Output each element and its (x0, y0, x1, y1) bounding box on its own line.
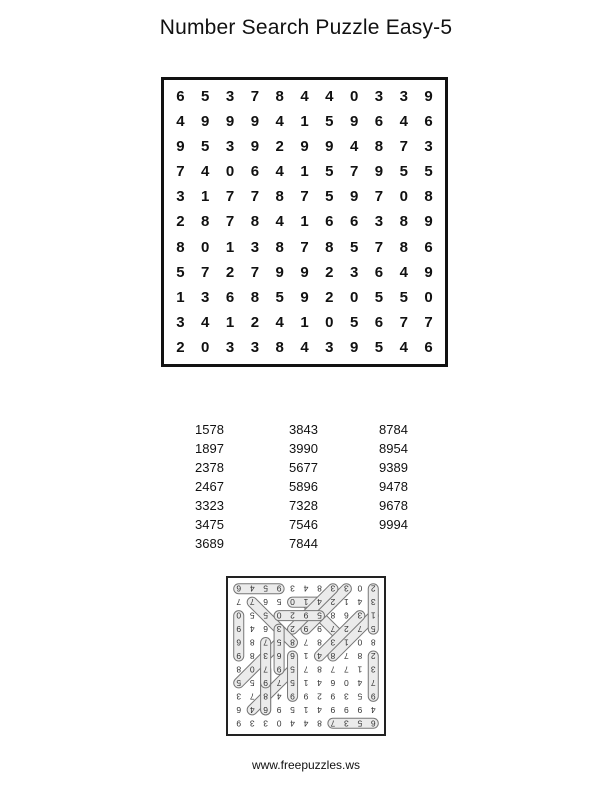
grid-cell: 6 (225, 288, 235, 306)
solution-cell: 3 (370, 664, 376, 675)
solution-cell: 0 (236, 610, 242, 621)
solution-cell: 0 (357, 583, 363, 594)
grid-cell: 6 (424, 238, 433, 256)
solution-cell: 8 (317, 637, 322, 648)
solution-cell: 0 (343, 677, 349, 688)
grid-cell: 4 (300, 338, 309, 356)
solution-cell: 9 (263, 677, 269, 688)
solution-cell: 2 (290, 610, 295, 621)
grid-cell: 0 (399, 188, 408, 206)
solution-cell: 3 (370, 597, 376, 608)
solution-cell: 7 (330, 624, 336, 635)
grid-cell: 4 (176, 113, 185, 131)
grid-cell: 3 (325, 338, 334, 356)
solution-svg (228, 578, 384, 734)
word-item: 9389 (379, 460, 408, 475)
grid-cell: 3 (225, 138, 235, 156)
grid-cell: 4 (275, 163, 284, 181)
puzzle-grid (161, 77, 448, 367)
grid-cell: 3 (225, 338, 235, 356)
grid-cell: 1 (176, 288, 185, 306)
solution-cell: 1 (303, 597, 309, 608)
solution-cell: 9 (343, 704, 349, 715)
solution-cell: 7 (263, 664, 269, 675)
grid-cell: 0 (225, 163, 235, 181)
grid-cell: 7 (300, 188, 309, 206)
grid-cell: 3 (250, 238, 260, 256)
grid-cell: 5 (424, 163, 433, 181)
solution-cell: 3 (330, 583, 336, 594)
grid-cell: 5 (325, 163, 334, 181)
solution-cell: 4 (249, 704, 255, 715)
grid-cell: 8 (275, 238, 284, 256)
grid-cell: 5 (275, 288, 284, 306)
grid-cell: 5 (201, 138, 210, 156)
word-item: 8954 (379, 441, 408, 456)
grid-cell: 7 (374, 238, 384, 256)
grid-cell: 8 (275, 88, 284, 106)
grid-cell: 1 (225, 238, 235, 256)
grid-cell: 9 (300, 263, 309, 281)
grid-cell: 9 (424, 213, 433, 231)
grid-cell: 4 (325, 88, 334, 106)
solution-cell: 0 (290, 597, 295, 608)
solution-cell: 7 (357, 624, 363, 635)
solution-cell: 8 (357, 651, 363, 661)
solution-capsule-fill (239, 643, 282, 683)
solution-cell: 4 (290, 718, 295, 729)
solution-cell: 8 (330, 610, 336, 621)
grid-cell: 8 (399, 238, 408, 256)
grid-cell: 8 (250, 213, 260, 231)
solution-cell: 2 (330, 597, 336, 608)
grid-cell: 7 (201, 263, 210, 281)
grid-cell: 5 (399, 163, 408, 181)
solution-cell: 7 (330, 718, 336, 729)
grid-cell: 8 (275, 188, 284, 206)
grid-cell: 2 (275, 138, 284, 156)
grid-cell: 9 (300, 288, 309, 306)
grid-cell: 9 (325, 138, 334, 156)
grid-cell: 7 (349, 163, 359, 181)
solution-cell: 4 (370, 704, 376, 715)
grid-cell: 0 (424, 288, 433, 306)
grid-cell: 2 (225, 263, 235, 281)
grid-cell: 4 (201, 313, 210, 331)
solution-cell: 5 (317, 610, 322, 621)
grid-cell: 6 (374, 113, 384, 131)
solution-cell: 3 (343, 691, 349, 702)
grid-cell: 3 (399, 88, 408, 106)
solution-cell: 4 (276, 691, 282, 702)
grid-cell: 2 (176, 213, 185, 231)
solution-cell: 6 (343, 610, 349, 621)
solution-cell: 7 (249, 597, 255, 608)
solution-cell: 6 (263, 704, 269, 715)
word-item: 5896 (289, 479, 318, 494)
grid-cell: 3 (374, 88, 384, 106)
grid-cell: 4 (399, 113, 408, 131)
grid-cell: 3 (201, 288, 210, 306)
grid-cell: 4 (275, 113, 284, 131)
grid-cell: 8 (176, 238, 185, 256)
solution-cell: 3 (236, 691, 242, 702)
grid-cell: 7 (399, 313, 408, 331)
grid-cell: 8 (201, 213, 210, 231)
grid-cell: 7 (250, 88, 260, 106)
word-column (379, 420, 439, 534)
grid-cell: 4 (399, 263, 408, 281)
solution-cell: 6 (236, 637, 242, 648)
solution-cell: 3 (276, 624, 282, 635)
word-item: 2467 (195, 479, 224, 494)
word-item: 7844 (289, 536, 318, 551)
solution-cell: 5 (370, 624, 376, 635)
grid-cell: 6 (374, 263, 384, 281)
grid-cell: 9 (300, 138, 309, 156)
solution-cell: 9 (276, 704, 282, 715)
solution-cell: 6 (263, 624, 269, 635)
grid-cell: 6 (325, 213, 334, 231)
solution-cell: 3 (290, 583, 295, 594)
solution-cell: 3 (343, 718, 349, 729)
solution-cell: 1 (370, 610, 376, 621)
grid-cell: 7 (424, 313, 433, 331)
solution-cell: 9 (370, 691, 376, 702)
grid-cell: 6 (176, 88, 185, 106)
solution-cell: 2 (343, 624, 349, 635)
grid-cell: 8 (399, 213, 408, 231)
grid-cell: 6 (250, 163, 260, 181)
solution-cell: 6 (236, 704, 242, 715)
grid-cell: 9 (349, 188, 359, 206)
grid-cell: 8 (250, 288, 260, 306)
solution-cell: 5 (276, 597, 282, 608)
solution-cell: 9 (236, 624, 242, 635)
solution-cell: 5 (357, 718, 363, 729)
solution-cell: 5 (290, 704, 295, 715)
solution-cell: 5 (290, 664, 295, 675)
grid-cell: 4 (300, 88, 309, 106)
solution-cell: 0 (276, 610, 282, 621)
solution-cell: 7 (236, 597, 242, 608)
solution-cell: 8 (317, 583, 322, 594)
grid-cell: 1 (300, 163, 309, 181)
solution-cell: 7 (343, 651, 349, 661)
solution-cell: 2 (370, 583, 376, 594)
solution-cell: 3 (343, 583, 349, 594)
solution-cell: 7 (276, 677, 282, 688)
solution-cell: 1 (357, 664, 363, 675)
solution-cell: 4 (317, 597, 322, 608)
solution-cell: 6 (330, 677, 336, 688)
solution-cell: 8 (317, 718, 322, 729)
solution-cell: 1 (303, 677, 309, 688)
word-item: 3990 (289, 441, 318, 456)
solution-cell: 9 (236, 718, 242, 729)
grid-cell: 9 (176, 138, 185, 156)
solution-cell: 4 (317, 651, 322, 661)
solution-cell: 8 (370, 637, 376, 648)
solution-cell: 2 (317, 691, 322, 702)
grid-cell: 9 (250, 138, 260, 156)
word-item: 7328 (289, 498, 318, 513)
solution-cell: 9 (276, 583, 282, 594)
word-item: 9678 (379, 498, 408, 513)
grid-cell: 9 (374, 163, 384, 181)
grid-cell: 3 (176, 188, 185, 206)
solution-cell: 2 (290, 624, 295, 635)
solution-cell: 6 (276, 651, 282, 661)
grid-cell: 9 (424, 263, 433, 281)
solution-cell: 3 (357, 610, 363, 621)
grid-cell: 9 (424, 88, 433, 106)
solution-cell: 1 (343, 597, 349, 608)
grid-cell: 7 (225, 188, 235, 206)
grid-cell: 9 (225, 113, 235, 131)
solution-cell: 9 (236, 651, 242, 661)
solution-cell: 6 (236, 583, 242, 594)
solution-cell: 1 (343, 637, 349, 648)
grid-cell: 1 (201, 188, 210, 206)
solution-cell: 4 (357, 677, 363, 688)
solution-cell: 6 (370, 718, 376, 729)
word-item: 2378 (195, 460, 224, 475)
solution-cell: 3 (249, 718, 255, 729)
grid-cell: 7 (225, 213, 235, 231)
solution-cell: 7 (303, 664, 309, 675)
grid-cell: 9 (250, 113, 260, 131)
grid-cell: 1 (300, 313, 309, 331)
grid-cell: 6 (349, 213, 359, 231)
solution-cell: 9 (317, 624, 322, 635)
grid-cell: 3 (374, 213, 384, 231)
solution-cell: 5 (276, 637, 282, 648)
grid-cell: 6 (424, 338, 433, 356)
solution-cell: 6 (290, 651, 295, 661)
word-column (195, 420, 255, 553)
grid-cell: 7 (374, 188, 384, 206)
solution-cell: 8 (249, 651, 255, 661)
solution-cell: 5 (263, 583, 269, 594)
solution-cell: 9 (303, 624, 309, 635)
solution-cell: 8 (249, 637, 255, 648)
solution-cell: 7 (370, 677, 376, 688)
grid-cell: 1 (300, 113, 309, 131)
solution-cell: 7 (249, 691, 255, 702)
solution-cell: 7 (303, 637, 309, 648)
grid-cell: 1 (225, 313, 235, 331)
grid-cell: 5 (349, 238, 359, 256)
solution-cell: 9 (330, 704, 336, 715)
grid-cell: 9 (201, 113, 210, 131)
grid-cell: 1 (300, 213, 309, 231)
grid-cell: 7 (250, 263, 260, 281)
grid-cell: 2 (325, 288, 334, 306)
solution-cell: 8 (236, 664, 242, 675)
grid-cell: 8 (424, 188, 433, 206)
word-item: 1897 (195, 441, 224, 456)
word-item: 9994 (379, 517, 408, 532)
grid-cell: 2 (325, 263, 334, 281)
word-item: 3323 (195, 498, 224, 513)
solution-cell: 9 (357, 704, 363, 715)
grid-cell: 7 (300, 238, 309, 256)
solution-cell: 0 (276, 718, 282, 729)
solution-cell: 8 (330, 651, 336, 661)
page-title: Number Search Puzzle Easy-5 (159, 16, 453, 39)
grid-cell: 5 (176, 263, 185, 281)
solution-thumbnail (226, 576, 386, 736)
solution-cell: 5 (357, 691, 363, 702)
solution-cell: 9 (330, 691, 336, 702)
solution-cell: 4 (357, 597, 363, 608)
word-item: 1578 (195, 422, 224, 437)
grid-cell: 3 (250, 338, 260, 356)
solution-cell: 5 (263, 610, 269, 621)
solution-cell: 7 (330, 664, 336, 675)
solution-capsule-fill (249, 669, 292, 709)
word-item: 3475 (195, 517, 224, 532)
grid-cell: 5 (201, 88, 210, 106)
solution-cell: 2 (370, 651, 376, 661)
solution-cell: 3 (263, 718, 269, 729)
grid-cell: 3 (176, 313, 185, 331)
word-item: 7546 (289, 517, 318, 532)
solution-cell: 1 (303, 651, 309, 661)
grid-cell: 0 (201, 238, 210, 256)
solution-cell: 8 (290, 637, 295, 648)
grid-cell: 0 (201, 338, 210, 356)
grid-cell: 8 (275, 338, 284, 356)
grid-cell: 3 (349, 263, 359, 281)
grid-cell: 5 (325, 188, 334, 206)
grid-cell: 6 (424, 113, 433, 131)
grid-cell: 5 (374, 288, 384, 306)
solution-cell: 1 (303, 704, 309, 715)
grid-cell: 2 (176, 338, 185, 356)
grid-cell: 4 (275, 313, 284, 331)
grid-cell: 7 (399, 138, 408, 156)
grid-cell: 0 (349, 88, 359, 106)
word-item: 9478 (379, 479, 408, 494)
solution-cell: 5 (290, 677, 295, 688)
word-column (289, 420, 349, 553)
solution-capsule-fill (249, 602, 292, 642)
solution-cell: 5 (236, 677, 242, 688)
grid-cell: 3 (225, 88, 235, 106)
solution-cell: 4 (249, 583, 255, 594)
footer-url: www.freepuzzles.ws (251, 758, 361, 772)
solution-cell: 7 (263, 637, 269, 648)
solution-cell: 3 (330, 637, 336, 648)
solution-cell: 6 (263, 597, 269, 608)
solution-cell: 9 (290, 691, 295, 702)
solution-cell: 5 (249, 610, 255, 621)
grid-cell: 7 (176, 163, 185, 181)
word-item: 3689 (195, 536, 224, 551)
grid-cell: 9 (349, 338, 359, 356)
grid-cell: 8 (374, 138, 384, 156)
grid-cell: 7 (250, 188, 260, 206)
word-item: 5677 (289, 460, 318, 475)
grid-cell: 2 (250, 313, 260, 331)
solution-cell: 4 (317, 677, 322, 688)
grid-cell: 3 (424, 138, 433, 156)
word-item: 8784 (379, 422, 408, 437)
grid-cell: 4 (275, 213, 284, 231)
solution-cell: 0 (249, 664, 255, 675)
solution-cell: 3 (263, 651, 269, 661)
grid-cell: 4 (399, 338, 408, 356)
grid-cell: 9 (275, 263, 284, 281)
solution-cell: 4 (303, 583, 309, 594)
grid-cell: 5 (325, 113, 334, 131)
grid-cell: 6 (374, 313, 384, 331)
grid-cell: 4 (201, 163, 210, 181)
word-item: 3843 (289, 422, 318, 437)
grid-cell: 9 (349, 113, 359, 131)
solution-cell: 8 (317, 664, 322, 675)
grid-cell: 0 (349, 288, 359, 306)
grid-cell: 0 (325, 313, 334, 331)
solution-cell: 4 (249, 624, 255, 635)
solution-cell: 0 (357, 637, 363, 648)
grid-cell: 8 (325, 238, 334, 256)
grid-cell: 4 (349, 138, 359, 156)
solution-cell: 4 (303, 718, 309, 729)
solution-cell: 9 (276, 664, 282, 675)
grid-cell: 5 (374, 338, 384, 356)
grid-cell: 5 (399, 288, 408, 306)
solution-cell: 5 (249, 677, 255, 688)
solution-cell: 9 (303, 691, 309, 702)
solution-cell: 8 (263, 691, 269, 702)
solution-cell: 7 (343, 664, 349, 675)
solution-cell: 4 (317, 704, 322, 715)
solution-cell: 9 (303, 610, 309, 621)
grid-cell: 5 (349, 313, 359, 331)
